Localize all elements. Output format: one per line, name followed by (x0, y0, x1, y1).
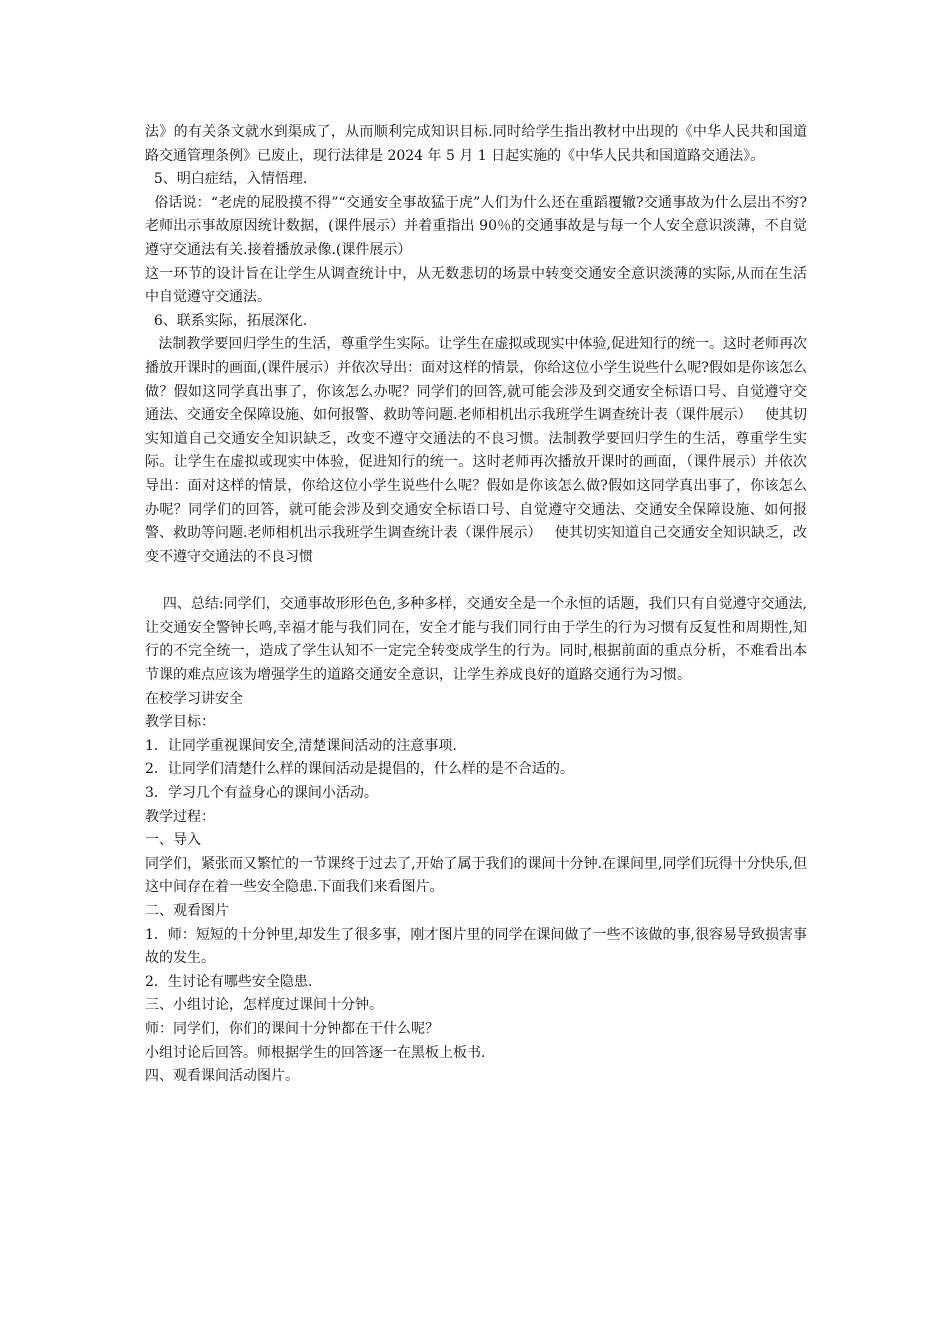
goal-item-2: 2．让同学们清楚什么样的课间活动是提倡的，什么样的是不合适的。 (145, 761, 574, 778)
blank-line (145, 569, 807, 593)
paragraph-summary: 四、总结:同学们，交通事故形形色色,多种多样，交通安全是一个永恒的话题，我们只有自觉遵守交通法,让交通安全警钟长鸣,幸福才能与我们同在，安全才能与我们同行由于学生的行为习惯有反复性和周期性,知行的不完全统一，造成了学生认知不一定完全转变成学生的行为。同时,根据前面的重点分析，不难看出本节课的难点应该为增强学生的道路交通安全意识，让学生养成良好的道路交通行为习惯。 (145, 596, 807, 684)
view-pictures-item-2: 2．生讨论有哪些安全隐患. (145, 973, 313, 990)
paragraph-proverb: 俗话说：“老虎的屁股摸不得”“交通安全事故猛于虎”人们为什么还在重蹈覆辙?交通事故为什么层出不穷?老师出示事故原因统计数据，(课件展示）并着重指出 90％的交通事故是与每一个人安全意识淡薄，不自觉遵守交通法有关.接着播放录像.(课件展示） (145, 194, 808, 258)
step-intro-heading: 一、导入 (145, 832, 201, 849)
document-page (145, 121, 807, 1089)
paragraph-group-answer: 小组讨论后回答。师根据学生的回答逐一在黑板上板书. (145, 1044, 486, 1061)
section-title: 在校学习讲安全 (145, 690, 243, 707)
paragraph-intro: 同学们，紧张而又繁忙的一节课终于过去了,开始了属于我们的课间十分钟.在课间里,同学们玩得十分快乐,但这中间存在着一些安全隐患.下面我们来看图片。 (145, 855, 807, 896)
paragraph-step-6-heading: 6、联系实际，拓展深化. (145, 312, 308, 329)
goal-item-1: 1．让同学重视课间安全,清楚课间活动的注意事项. (145, 737, 457, 754)
view-pictures-item-1: 1．师：短短的十分钟里,却发生了很多事，刚才图片里的同学在课间做了一些不该做的事,很容易导致损害事故的发生。 (145, 926, 807, 967)
step-group-discussion-heading: 三、小组讨论，怎样度过课间十分钟。 (145, 997, 383, 1014)
paragraph-teacher-question: 师：同学们，你们的课间十分钟都在干什么呢？ (145, 1020, 439, 1037)
paragraph-design-intent: 这一环节的设计旨在让学生从调查统计中，从无数悲切的场景中转变交通安全意识淡薄的实际,从而在生活中自觉遵守交通法。 (145, 265, 807, 306)
paragraph-traffic-law-intro: 法》的有关条文就水到渠成了，从而顺利完成知识目标.同时给学生指出教材中出现的《中华人民共和国道路交通管理条例》已废止，现行法律是 2024 年 5 月 1 日起实施的《中华人民共和国道路交通法》。 (145, 124, 807, 164)
teaching-goals-heading: 教学目标： (145, 714, 215, 731)
step-view-activity-pictures-heading: 四、观看课间活动图片。 (145, 1068, 299, 1085)
goal-item-3: 3．学习几个有益身心的课间小活动。 (145, 785, 378, 802)
teaching-process-heading: 教学过程： (145, 808, 215, 825)
paragraph-step-5-heading: 5、明白症结，入情悟理. (145, 171, 308, 188)
step-view-pictures-heading: 二、观看图片 (145, 903, 229, 919)
paragraph-legal-teaching: 法制教学要回归学生的生活，尊重学生实际。让学生在虚拟或现实中体验,促进知行的统一。这时老师再次播放开课时的画面,(课件展示）并依次导出：面对这样的情景，你给这位小学生说些什么呢?假如是你该怎么做？假如这同学真出事了，你该怎么办呢？同学们的回答,就可能会涉及到交通安全标语口号、自觉遵守交通法、交通安全保障设施、如何报警、救助等问题.老师相机出示我班学生调查统计表（课件展示） 使其切实知道自己交通安全知识缺乏，改变不遵守交通法的不良习惯。法制教学要回归学生的生活，尊重学生实际。让学生在虚拟或现实中体验，促进知行的统一。这时老师再次播放开课时的画面，（课件展示）并依次导出：面对这样的情景，你给这位小学生说些什么呢？假如是你该怎么做?假如这同学真出事了，你该怎么办呢？同学们的回答，就可能会涉及到交通安全标语口号、自觉遵守交通法、交通安全保障设施、如何报警、救助等问题.老师相机出示我班学生调查统计表（课件展示） 使其切实知道自己交通安全知识缺乏，改变不遵守交通法的不良习惯 (145, 336, 807, 565)
